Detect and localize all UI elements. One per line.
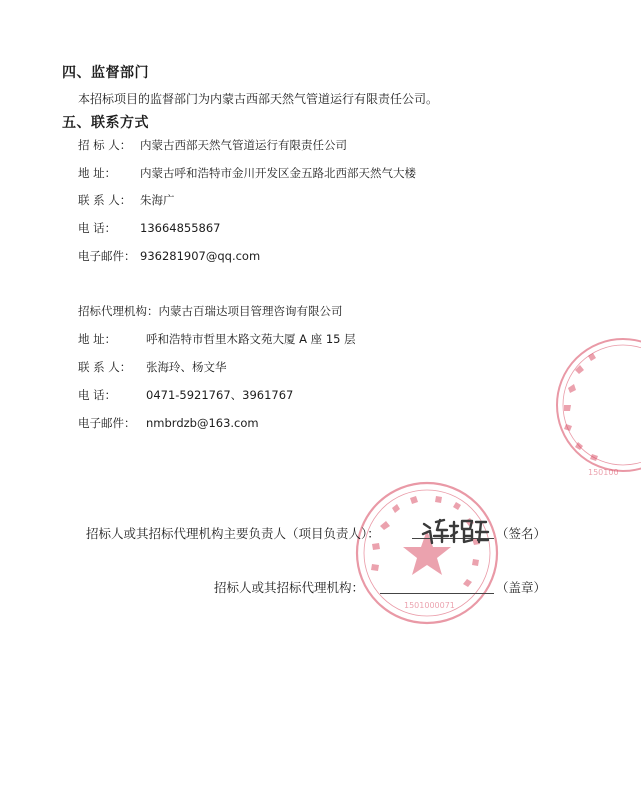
signature-person-suffix: （签名） bbox=[496, 526, 547, 541]
row-label: 联 系 人： bbox=[78, 193, 132, 207]
section4-heading: 四、监督部门 bbox=[62, 65, 149, 81]
section4-text: 本招标项目的监督部门为内蒙古西部天然气管道运行有限责任公司。 bbox=[78, 92, 439, 106]
agency-phone-row bbox=[78, 387, 293, 403]
row-label: 电 话： bbox=[78, 221, 117, 235]
signature-org-line bbox=[380, 593, 494, 594]
row-value: 936281907@qq.com bbox=[140, 249, 261, 263]
stamp-seal-right-icon bbox=[548, 330, 641, 480]
row-label: 招 标 人： bbox=[78, 138, 132, 152]
section5-heading: 五、联系方式 bbox=[62, 115, 149, 131]
row-value: 呼和浩特市哲里木路文苑大厦 A 座 15 层 bbox=[146, 332, 356, 346]
row-label: 电 话： bbox=[78, 388, 117, 402]
row-value: 内蒙古呼和浩特市金川开发区金五路北西部天然气大楼 bbox=[140, 166, 416, 180]
signature-org-label: 招标人或其招标代理机构： bbox=[214, 580, 365, 595]
row-label: 地 址： bbox=[78, 332, 117, 346]
signature-person-label: 招标人或其招标代理机构主要负责人（项目负责人）： bbox=[86, 526, 380, 541]
tenderer-name-row bbox=[78, 137, 347, 153]
tenderer-address-row bbox=[78, 165, 416, 181]
tenderer-contact-row bbox=[78, 192, 175, 208]
handwritten-signature-icon bbox=[420, 516, 492, 546]
agency-email-row bbox=[78, 415, 259, 431]
row-value: 内蒙古西部天然气管道运行有限责任公司 bbox=[140, 138, 347, 152]
row-label: 联 系 人： bbox=[78, 360, 132, 374]
agency-name-row bbox=[78, 303, 343, 319]
signature-org-suffix: （盖章） bbox=[496, 580, 547, 595]
row-value: 0471-5921767、3961767 bbox=[146, 388, 294, 402]
row-label: 地 址： bbox=[78, 166, 117, 180]
svg-text:150100: 150100 bbox=[588, 468, 619, 477]
tenderer-email-row bbox=[78, 248, 260, 264]
row-value: 13664855867 bbox=[140, 221, 221, 235]
row-label: 电子邮件： bbox=[78, 416, 136, 430]
row-value: nmbrdzb@163.com bbox=[146, 416, 259, 430]
stamp-seal-center-icon bbox=[352, 478, 502, 628]
row-label: 电子邮件： bbox=[78, 249, 136, 263]
row-value: 内蒙古百瑞达项目管理咨询有限公司 bbox=[158, 304, 343, 318]
agency-contact-row bbox=[78, 359, 227, 375]
row-value: 张海玲、杨文华 bbox=[146, 360, 227, 374]
agency-address-row bbox=[78, 331, 356, 347]
row-label: 招标代理机构： bbox=[78, 304, 159, 318]
tenderer-phone-row bbox=[78, 220, 220, 236]
row-value: 朱海广 bbox=[140, 193, 175, 207]
svg-text:1501000071: 1501000071 bbox=[404, 601, 455, 610]
